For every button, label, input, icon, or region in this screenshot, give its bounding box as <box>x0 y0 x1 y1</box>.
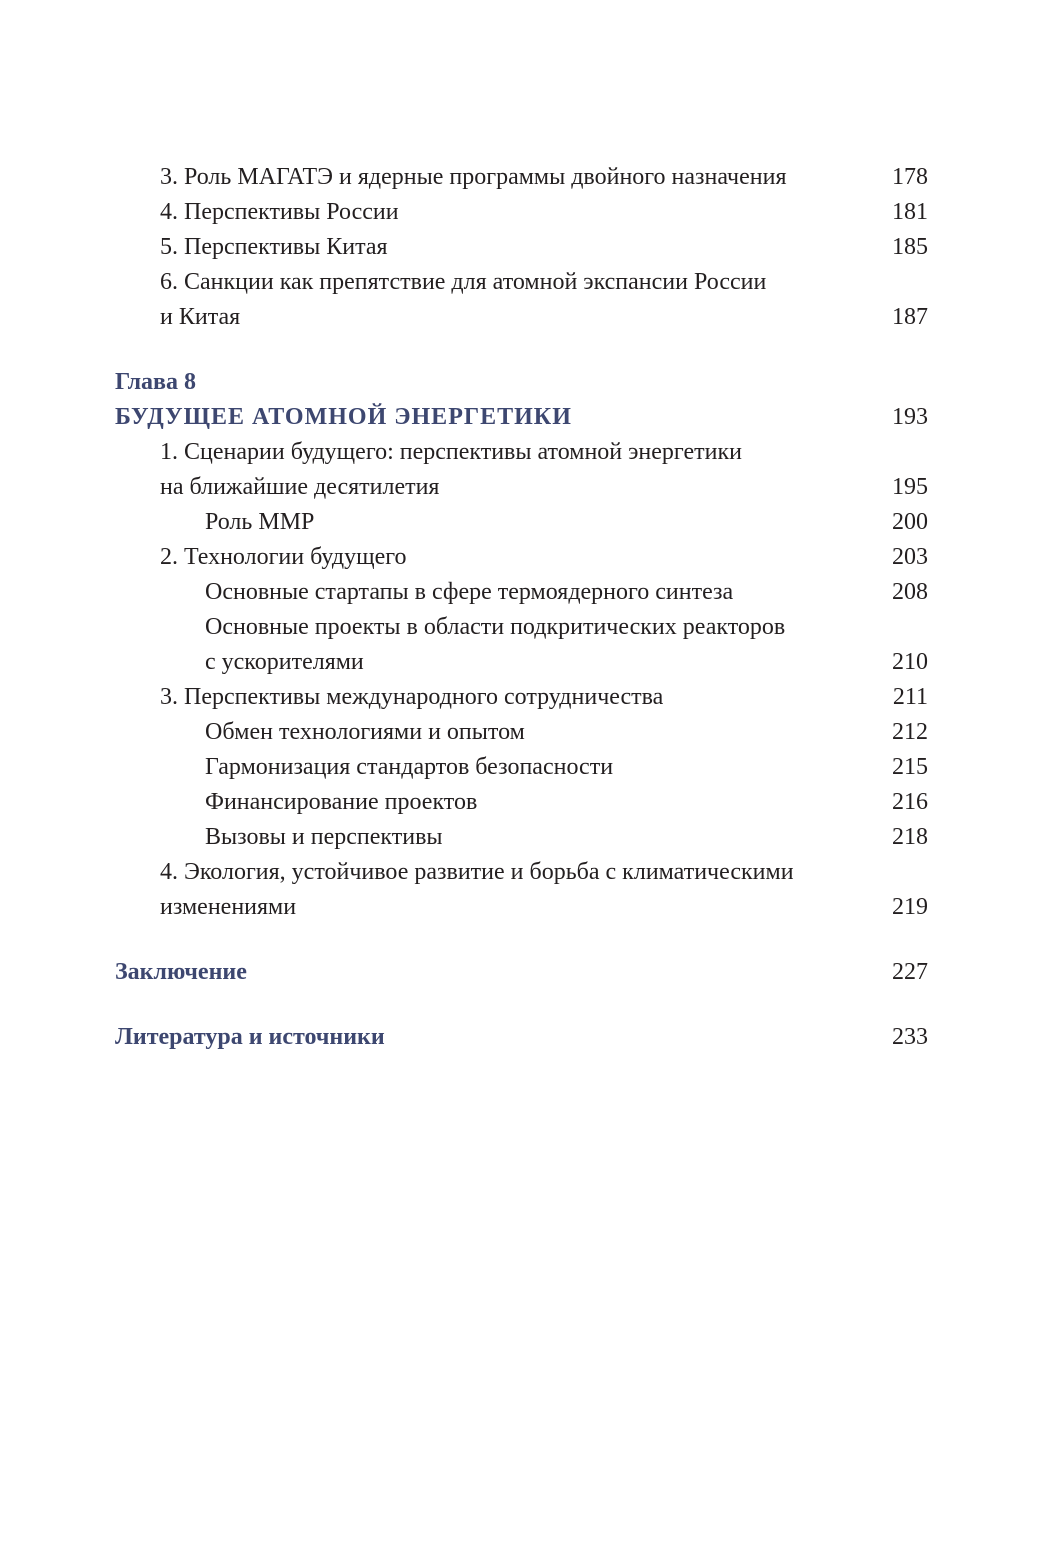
toc-subsection[interactable] <box>115 505 928 540</box>
toc-subsection-line2[interactable] <box>115 645 928 680</box>
toc-section-line2[interactable] <box>115 470 928 505</box>
toc-section-title: 1. Сценарии будущего: перспективы атомной энергетики <box>160 439 742 465</box>
toc-section-page: 195 <box>892 474 928 500</box>
toc-section-title: 3. Перспективы международного сотрудничества <box>160 684 664 710</box>
toc-subsection[interactable] <box>115 750 928 785</box>
toc-subsection-page: 218 <box>892 824 928 850</box>
toc-section-line1[interactable] <box>115 435 928 470</box>
toc-section-page: 211 <box>892 684 928 710</box>
toc-section-title-cont: изменениями <box>160 894 297 920</box>
toc-subsection-line1[interactable] <box>115 610 928 645</box>
chapter-label-row <box>115 365 928 400</box>
toc-entry-line1[interactable] <box>115 265 928 300</box>
toc-section-title-cont: на ближайшие десятилетия <box>160 474 440 500</box>
conclusion-page: 227 <box>892 959 928 985</box>
toc-subsection-title-cont: с ускорителями <box>205 649 364 675</box>
toc-entry-title-cont: и Китая <box>160 304 241 330</box>
spacer <box>115 335 928 365</box>
toc-entry[interactable] <box>115 160 928 195</box>
toc-subsection-page: 210 <box>892 649 928 675</box>
conclusion-entry[interactable] <box>115 955 928 990</box>
toc-entry-page: 187 <box>892 304 928 330</box>
chapter-title: БУДУЩЕЕ АТОМНОЙ ЭНЕРГЕТИКИ <box>115 404 572 430</box>
toc-entry[interactable] <box>115 230 928 265</box>
toc-subsection-page: 215 <box>892 754 928 780</box>
toc-subsection-title: Финансирование проектов <box>205 789 478 815</box>
toc-subsection-page: 216 <box>892 789 928 815</box>
spacer <box>115 990 928 1020</box>
table-of-contents <box>115 160 928 1055</box>
toc-subsection-title: Роль ММР <box>205 509 315 535</box>
toc-entry-page: 178 <box>892 164 928 190</box>
toc-entry-title: 6. Санкции как препятствие для атомной экспансии России <box>160 269 767 295</box>
references-entry[interactable] <box>115 1020 928 1055</box>
toc-subsection-title: Вызовы и перспективы <box>205 824 443 850</box>
toc-section-page: 203 <box>892 544 928 570</box>
toc-subsection[interactable] <box>115 820 928 855</box>
chapter-label: Глава 8 <box>115 369 196 395</box>
toc-subsection-page: 212 <box>892 719 928 745</box>
references-page: 233 <box>892 1024 928 1050</box>
toc-section-line1[interactable] <box>115 855 928 890</box>
toc-subsection[interactable] <box>115 575 928 610</box>
toc-subsection-page: 200 <box>892 509 928 535</box>
toc-entry-page: 185 <box>892 234 928 260</box>
toc-subsection[interactable] <box>115 785 928 820</box>
toc-section-title: 2. Технологии будущего <box>160 544 407 570</box>
toc-section-page: 219 <box>892 894 928 920</box>
toc-subsection[interactable] <box>115 715 928 750</box>
spacer <box>115 925 928 955</box>
toc-entry-line2[interactable] <box>115 300 928 335</box>
toc-subsection-title: Гармонизация стандартов безопасности <box>205 754 614 780</box>
toc-section-line2[interactable] <box>115 890 928 925</box>
references-title: Литература и источники <box>115 1024 385 1050</box>
toc-entry-page: 181 <box>892 199 928 225</box>
toc-section-title: 4. Экология, устойчивое развитие и борьба с климатическими <box>160 859 794 885</box>
toc-section[interactable] <box>115 680 928 715</box>
toc-entry-title: 5. Перспективы Китая <box>160 234 388 260</box>
toc-subsection-page: 208 <box>892 579 928 605</box>
chapter-title-row[interactable] <box>115 400 928 435</box>
toc-subsection-title: Обмен технологиями и опытом <box>205 719 525 745</box>
chapter-page: 193 <box>892 404 928 430</box>
toc-subsection-title: Основные стартапы в сфере термоядерного синтеза <box>205 579 734 605</box>
toc-entry-title: 4. Перспективы России <box>160 199 399 225</box>
toc-section[interactable] <box>115 540 928 575</box>
toc-subsection-title: Основные проекты в области подкритических реакторов <box>205 614 786 640</box>
conclusion-title: Заключение <box>115 959 247 985</box>
toc-entry-title: 3. Роль МАГАТЭ и ядерные программы двойного назначения <box>160 164 787 190</box>
toc-entry[interactable] <box>115 195 928 230</box>
